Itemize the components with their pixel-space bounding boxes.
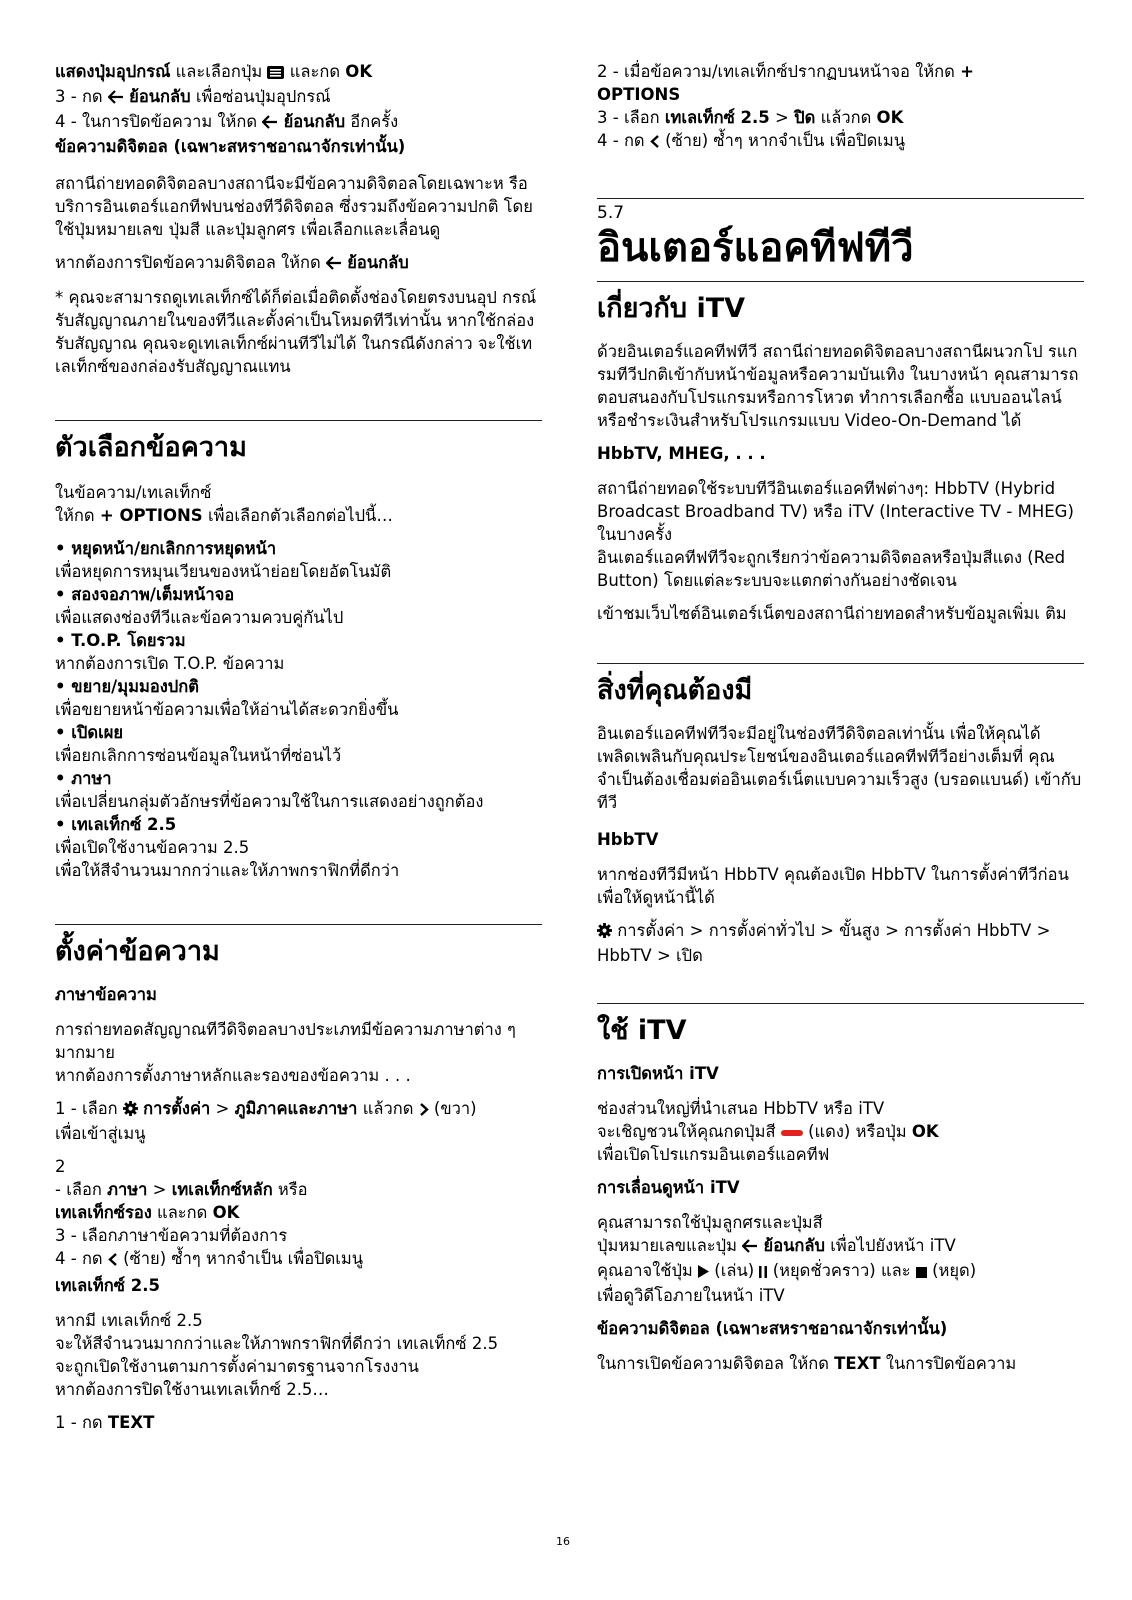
hbbtv-paragraph: หากช่องทีวีมีหน้า HbbTV คุณต้องเปิด HbbTV ในการตั้งค่าทีวีก่อนเพื่อให้ดูหน้านี้ได้ [597, 865, 1069, 907]
hbbtv-heading: HbbTV [597, 830, 659, 849]
uk-digital-text-heading: ข้อความดิจิตอล (เฉพาะสหราชอาณาจักรเท่านั้น) [597, 1319, 948, 1338]
option-title: • ภาษา [55, 769, 112, 788]
open-itv-line-1: ช่องส่วนใหญ่ที่นำเสนอ HbbTV หรือ iTV [597, 1099, 885, 1118]
hbbtv-mheg-heading: HbbTV, MHEG, . . . [597, 444, 766, 463]
cont-step-4: 4 - กด (ซ้าย) ซ้ำๆ หากจำเป็น เพื่อปิดเมนู [597, 129, 1084, 154]
option-desc: เพื่อเปิดใช้งานข้อความ 2.5 [55, 838, 250, 857]
open-itv-line-3: เพื่อเปิดโปรแกรมอินเตอร์แอคทีฟ [597, 1145, 830, 1164]
teletext-25-step-1: 1 - กด TEXT [55, 1413, 155, 1432]
close-digital-text: หากต้องการปิดข้อความดิจิตอล ให้กด ย้อนกลับ [55, 251, 542, 276]
setup-step-1: 1 - เลือก การตั้งค่า > ภูมิภาคและภาษา แล้วกด (ขวา) [55, 1097, 542, 1122]
digital-text-paragraph: สถานีถ่ายทอดดิจิตอลบางสถานีจะมีข้อความดิจิตอลโดยเฉพาะห รือบริการอินเตอร์แอกทีฟบนช่องทีวีดิจิตอล ซึ่งรวมถึงข้อความปกติ โดยใช้ปุ่มหมายเลข ปุ่มสี และปุ่มลูกศร เพื่อเลือกและเลื่อนดู [55, 174, 533, 239]
intro-line-3: 4 - ในการปิดข้อความ ให้กด ย้อนกลับ อีกครั้ง [55, 110, 542, 135]
about-itv-systems: สถานีถ่ายทอดใช้ระบบทีวีอินเตอร์แอคทีฟต่างๆ: HbbTV (Hybrid Broadcast Broadband TV) หรือ iTV (Interactive TV - MHEG) ในบางครั้ง [597, 479, 1074, 544]
red-button-icon [781, 1130, 803, 1136]
list-icon [267, 62, 284, 85]
intro-line-1: แสดงปุ่มอุปกรณ์ และเลือกปุ่ม และกด OK [55, 60, 542, 85]
back-arrow-icon [326, 253, 342, 276]
digital-text-heading: ข้อความดิจิตอล (เฉพาะสหราชอาณาจักรเท่านั้น) [55, 137, 406, 156]
options-list [55, 537, 542, 882]
cont-step-2-options: OPTIONS [597, 85, 681, 104]
requirements-title: สิ่งที่คุณต้องมี [597, 675, 753, 706]
option-desc: เพื่อหยุดการหมุนเวียนของหน้าย่อยโดยอัตโนมัติ [55, 562, 392, 581]
uk-digital-text-line: ในการเปิดข้อความดิจิตอล ให้กด TEXT ในการปิดข้อความ [597, 1354, 1017, 1373]
navigate-itv-line-4: เพื่อดูวิดีโอภายในหน้า iTV [597, 1286, 785, 1305]
requirements-paragraph: อินเตอร์แอคทีฟทีวีจะมีอยู่ในช่องทีวีดิจิตอลเท่านั้น เพื่อให้คุณได้ เพลิดเพลินกับคุณประโยชน์ของอินเตอร์แอคทีฟทีวีอย่างเต็มที่ คุณจำเป็นต้องเชื่อมต่ออินเตอร์เน็ตแบบความเร็วสูง (บรอดแบนด์) เข้ากับทีวี [597, 724, 1082, 812]
chevron-left-icon [650, 131, 660, 154]
setup-step-1-cont: เพื่อเข้าสู่เมนู [55, 1124, 146, 1143]
open-itv-heading: การเปิดหน้า iTV [597, 1064, 719, 1083]
open-itv-line-2: จะเชิญชวนให้คุณกดปุ่มสี (แดง) หรือปุ่ม OK [597, 1122, 939, 1141]
setup-step-3: 3 - เลือกภาษาข้อความที่ต้องการ [55, 1226, 288, 1245]
back-arrow-icon [262, 112, 278, 135]
stop-icon [916, 1261, 927, 1284]
setup-step-2: - เลือก ภาษา > เทเลเท็กซ์หลัก หรือ [55, 1180, 308, 1199]
intro-line-2: 3 - กด ย้อนกลับ เพื่อซ่อนปุ่มอุปกรณ์ [55, 85, 542, 110]
use-itv-title: ใช้ iTV [597, 1015, 687, 1046]
navigate-itv-line-1: คุณสามารถใช้ปุ่มลูกศรและปุ่มสี [597, 1213, 823, 1232]
option-title: • เทเลเท็กซ์ 2.5 [55, 815, 177, 834]
chevron-left-icon [108, 1249, 118, 1272]
teletext-footnote: * คุณจะสามารถดูเทเลเท็กซ์ได้ก็ต่อเมื่อติดตั้งช่องโดยตรงบนอุป กรณ์รับสัญญาณภายในของทีวีและตั้งค่าเป็นโหมดทีวีเท่านั้น หากใช้กล่องรับสัญญาณ คุณจะดูเทเลเท็กซ์ผ่านทีวีไม่ได้ ในกรณีดังกล่าว จะใช้เทเลเท็กซ์ของกล่องรับสัญญาณแทน [55, 288, 537, 376]
navigate-itv-line-3: คุณอาจใช้ปุ่ม (เล่น) (หยุดชั่วคราว) และ (หยุด) [597, 1259, 1084, 1284]
options-title: ตัวเลือกข้อความ [55, 432, 247, 463]
option-title: • สองจอภาพ/เต็มหน้าจอ [55, 585, 235, 604]
about-itv-title: เกี่ยวกับ iTV [597, 293, 746, 324]
gear-icon [597, 921, 612, 944]
page-number: 16 [556, 1535, 570, 1548]
about-itv-paragraph: ด้วยอินเตอร์แอคทีฟทีวี สถานีถ่ายทอดดิจิตอลบางสถานีผนวกโป รแกรมทีวีปกติเข้ากับหน้าข้อมูลหรือความบันเทิง ในบางหน้า คุณสามารถตอบสนองกับโปรแกรมหรือการโหวต ทำการเลือกซื้อ แบบออนไลน์หรือชำระเงินสำหรับโปรแกรมแบบ Video-On-Demand ได้ [597, 342, 1079, 430]
setup-step-4: 4 - กด (ซ้าย) ซ้ำๆ หากจำเป็น เพื่อปิดเมนู [55, 1247, 542, 1272]
setup-paragraph-2: หากต้องการตั้งภาษาหลักและรองของข้อความ . . . [55, 1066, 411, 1085]
teletext-25-heading: เทเลเท็กซ์ 2.5 [55, 1276, 160, 1295]
option-desc: เพื่อแสดงช่องทีวีและข้อความควบคู่กันไป [55, 608, 344, 627]
navigate-itv-line-2: ปุ่มหมายเลขและปุ่ม ย้อนกลับ เพื่อไปยังหน้า iTV [597, 1234, 1084, 1259]
cont-step-3: 3 - เลือก เทเลเท็กซ์ 2.5 > ปิด แล้วกด OK [597, 108, 904, 127]
cont-step-2: 2 - เมื่อข้อความ/เทเลเท็กซ์ปรากฏบนหน้าจอ ให้กด + [597, 62, 974, 81]
options-intro-1: ในข้อความ/เทเลเท็กซ์ [55, 483, 212, 502]
section-title: อินเตอร์แอคทีฟทีวี [597, 225, 914, 271]
teletext-25-line-3: จะถูกเปิดใช้งานตามการตั้งค่ามาตรฐานจากโรงงาน [55, 1357, 419, 1376]
option-title: • ขยาย/มุมมองปกติ [55, 677, 199, 696]
option-desc: เพื่อยกเลิกการซ่อนข้อมูลในหน้าที่ซ่อนไว้ [55, 746, 342, 765]
setup-step-2-num: 2 [55, 1157, 66, 1176]
options-intro-2: ให้กด + OPTIONS เพื่อเลือกตัวเลือกต่อไปนี้… [55, 506, 393, 525]
option-desc: เพื่อให้สีจำนวนมากกว่าและให้ภาพกราฟิกที่ดีกว่า [55, 861, 400, 880]
right-column [597, 60, 1084, 1385]
option-title: • เปิดเผย [55, 723, 124, 742]
text-language-heading: ภาษาข้อความ [55, 985, 157, 1004]
about-itv-red-button: อินเตอร์แอคทีฟทีวีจะถูกเรียกว่าข้อความดิจิตอลหรือปุ่มสีแดง (Red Button) โดยแต่ละระบบจะแตกต่างกันอย่างชัดเจน [597, 548, 1066, 590]
play-icon [698, 1261, 709, 1284]
left-column [55, 60, 542, 1444]
option-desc: หากต้องการเปิด T.O.P. ข้อความ [55, 654, 285, 673]
teletext-25-line-2: จะให้สีจำนวนมากกว่าและให้ภาพกราฟิกที่ดีกว่า เทเลเท็กซ์ 2.5 [55, 1334, 499, 1353]
option-desc: เพื่อขยายหน้าข้อความเพื่อให้อ่านได้สะดวกยิ่งขึ้น [55, 700, 399, 719]
teletext-25-line-1: หากมี เทเลเท็กซ์ 2.5 [55, 1311, 203, 1330]
about-itv-website: เข้าชมเว็บไซต์อินเตอร์เน็ตของสถานีถ่ายทอดสำหรับข้อมูลเพิ่มเ ติม [597, 604, 1067, 623]
option-title: • T.O.P. โดยรวม [55, 631, 186, 650]
setup-title: ตั้งค่าข้อความ [55, 936, 220, 967]
teletext-25-line-4: หากต้องการปิดใช้งานเทเลเท็กซ์ 2.5… [55, 1380, 329, 1399]
section-number: 5.7 [597, 203, 625, 223]
chevron-right-icon [419, 1099, 429, 1122]
setup-paragraph-1: การถ่ายทอดสัญญาณทีวีดิจิตอลบางประเภทมีข้อความภาษาต่าง ๆ มากมาย [55, 1020, 516, 1062]
hbbtv-settings-path: การตั้งค่า > การตั้งค่าทั่วไป > ขั้นสูง > การตั้งค่า HbbTV > HbbTV > เปิด [597, 921, 1051, 965]
navigate-itv-heading: การเลื่อนดูหน้า iTV [597, 1178, 740, 1197]
gear-icon [123, 1099, 138, 1122]
back-arrow-icon [108, 87, 124, 110]
back-arrow-icon [742, 1236, 758, 1259]
option-desc: เพื่อเปลี่ยนกลุ่มตัวอักษรที่ข้อความใช้ในการแสดงอย่างถูกต้อง [55, 792, 484, 811]
setup-step-2-cont: เทเลเท็กซ์รอง และกด OK [55, 1203, 240, 1222]
option-title: • หยุดหน้า/ยกเลิกการหยุดหน้า [55, 539, 277, 558]
